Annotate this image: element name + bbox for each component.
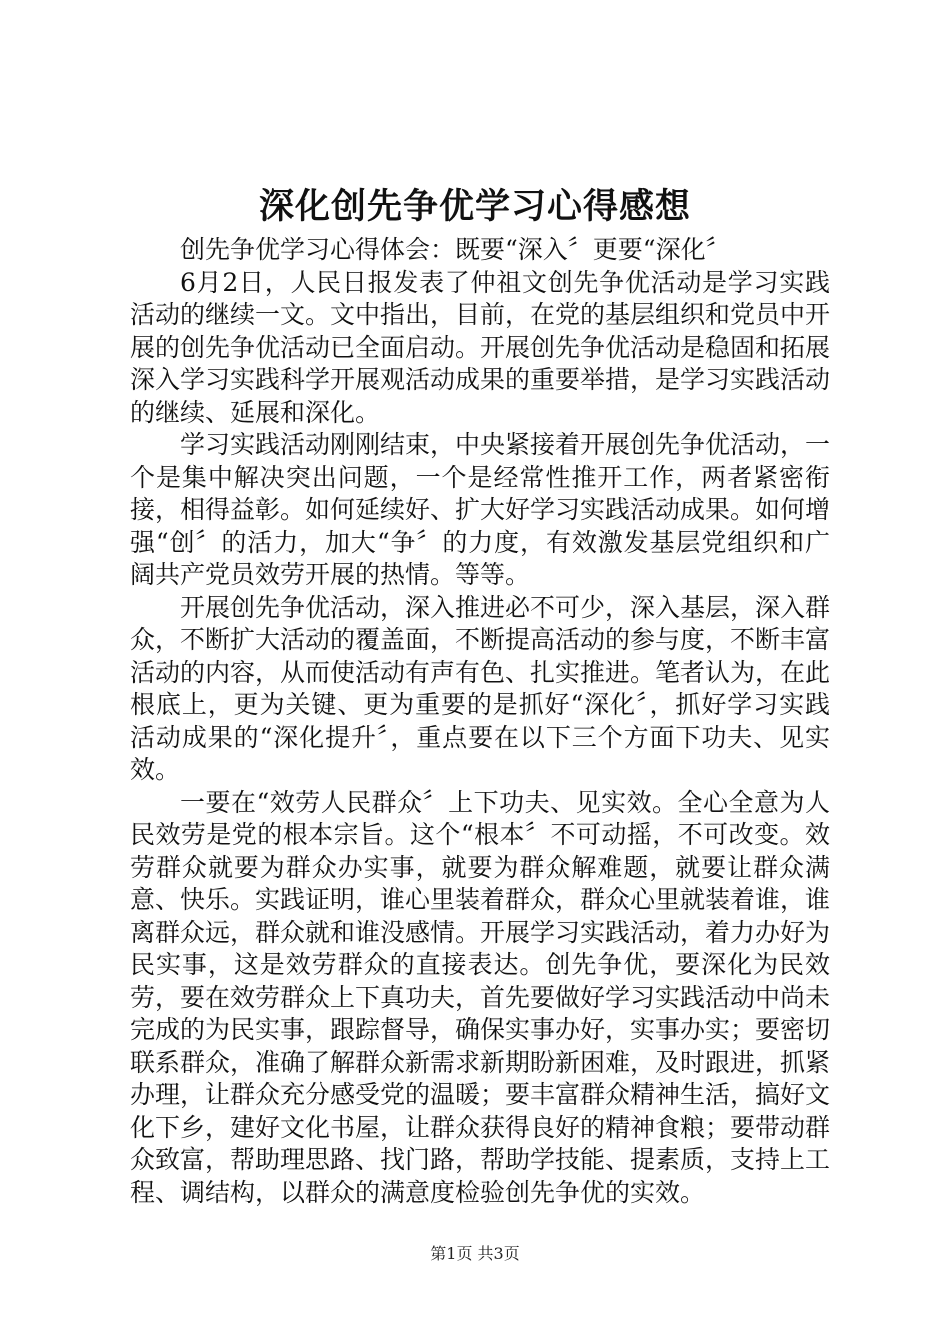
- page-footer: 第1页 共3页: [430, 1244, 520, 1263]
- body-paragraph: 开展创先争优活动，深入推进必不可少，深入基层，深入群众，不断扩大活动的覆盖面，不断提高活动的参与度，不断丰富活动的内容，从而使活动有声有色、扎实推进。笔者认为，在此根底上，更为关键、更为重要的是抓好“深化〞，抓好学习实践活动成果的“深化提升〞，重点要在以下三个方面下功夫、见实效。: [130, 592, 831, 784]
- body-paragraph: 一要在“效劳人民群众〞上下功夫、见实效。全心全意为人民效劳是党的根本宗旨。这个“根本〞不可动摇，不可改变。效劳群众就要为群众办实事，就要为群众解难题，就要让群众满意、快乐。实践证明，谁心里装着群众，群众心里就装着谁，谁离群众远，群众就和谁没感情。开展学习实践活动，着力办好为民实事，这是效劳群众的直接表达。创先争优，要深化为民效劳，要在效劳群众上下真功夫，首先要做好学习实践活动中尚未完成的为民实事，跟踪督导，确保实事办好，实事办实；要密切联系群众，准确了解群众新需求新期盼新困难，及时跟进，抓紧办理，让群众充分感受党的温暖；要丰富群众精神生活，搞好文化下乡，建好文化书屋，让群众获得良好的精神食粮；要带动群众致富，帮助理思路、找门路，帮助学技能、提素质，支持上工程、调结构，以群众的满意度检验创先争优的实效。: [130, 787, 831, 1207]
- document-title: 深化创先争优学习心得感想: [258, 186, 691, 227]
- body-paragraph: 6月2日，人民日报发表了仲祖文创先争优活动是学习实践活动的继续一文。文中指出，目前，在党的基层组织和党员中开展的创先争优活动已全面启动。开展创先争优活动是稳固和拓展深入学习实践科学开展观活动成果的重要举措，是学习实践活动的继续、延展和深化。: [130, 267, 831, 427]
- body-paragraph: 学习实践活动刚刚结束，中央紧接着开展创先争优活动，一个是集中解决突出问题，一个是经常性推开工作，两者紧密衔接，相得益彰。如何延续好、扩大好学习实践活动成果。如何增强“创〞的活力，加大“争〞的力度，有效激发基层党组织和广阔共产党员效劳开展的热情。等等。: [130, 430, 831, 589]
- document-body: [130, 234, 830, 1209]
- subtitle-paragraph: 创先争优学习心得体会：既要“深入〞更要“深化〞: [180, 235, 731, 264]
